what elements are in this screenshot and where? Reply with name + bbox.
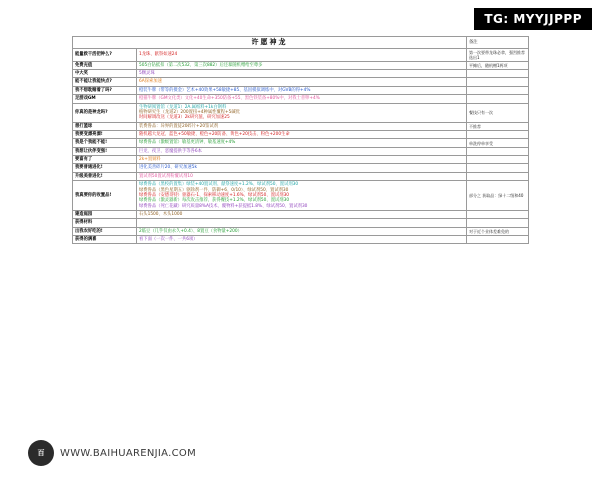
row-value: 巨龙、夜卫、恶魔提供手等各6本	[137, 147, 467, 155]
table-row	[73, 139, 529, 147]
row-label: 足游戏GM	[73, 95, 137, 103]
table-row	[73, 172, 529, 180]
row-value: 505白钻抵扣（第二次532、第三次882）后还暴随机赠给至尊多	[137, 61, 467, 69]
row-value: 绿费鲁品（黑校的置集）绿装+40置试剂、献祭速度+1.2%、绿试剂50、置试剂30 绿费鲁品（黑色星期五）驱除剂一件、防御+6、0/10）、绿试剂50、置试剂30 绿费鲁品（安德哥特）驱器石-1、探索移动速度+1.6%、绿试剂50、置试剂30 绿费鲁品（激灵器新）每次攻击推荐、获得餐技+1.2%、绿试剂50、置试剂30 绿费鲁品（死亡花藏）研究质量8%A技术、覆物料+获提抵1.8%、绿试剂50、置试剂30	[137, 181, 467, 211]
wish-dragon-table	[72, 36, 529, 244]
row-note	[467, 147, 529, 155]
row-value: 绿费鲁品（激级置馆）敏基更清钟、敏基速度+4%	[137, 139, 467, 147]
row-note	[467, 219, 529, 227]
table-row	[73, 86, 529, 94]
row-value: 置试剂50置试剂粉覆试剂10	[137, 172, 467, 180]
row-label: 免费充值	[73, 61, 137, 69]
row-label: 我要变漂亮漂!	[73, 130, 137, 138]
table-row	[73, 78, 529, 86]
row-value: 6A探索加速	[137, 78, 467, 86]
table-row	[73, 122, 529, 130]
row-note	[467, 172, 529, 180]
row-note	[467, 130, 529, 138]
table-row	[73, 227, 529, 235]
telegram-badge: TG: MYYJJPPP	[474, 8, 592, 30]
row-value: 装费鲁品：异界的置徒20碎片+20鉴试剂	[137, 122, 467, 130]
row-note: 单洗停单享受	[467, 139, 529, 147]
row-label: 我真要你的收置品!	[73, 181, 137, 211]
table-row	[73, 236, 529, 244]
row-value: 看下面（一次一件、一共6项）	[137, 236, 467, 244]
table-body	[73, 37, 529, 244]
row-note	[467, 86, 529, 94]
row-value: 2k+置铜料	[137, 156, 467, 164]
row-note	[467, 95, 529, 103]
page-title: 许愿神龙	[73, 37, 467, 49]
row-note	[467, 156, 529, 164]
row-label: 我想让伙伴变强!	[73, 147, 137, 155]
row-value: 石头1500、木头1000	[137, 210, 467, 218]
row-label: 想打篮球	[73, 122, 137, 130]
row-note: 平摊后，随机赠1两项	[467, 61, 529, 69]
table-row	[73, 130, 529, 138]
table-row	[73, 164, 529, 172]
wish-dragon-sheet	[72, 36, 528, 244]
table-row	[73, 156, 529, 164]
watermark	[28, 440, 196, 466]
row-value: 随机越大龙冠、蓝色+50敏捷、橙色+20防备、黄色+20技击、粉色+200生命	[137, 130, 467, 138]
row-note: 餐技只有一次	[467, 103, 529, 122]
row-label: 我要普通进化!	[73, 164, 137, 172]
row-value: 5颗灵珠	[137, 70, 467, 78]
row-value: 1龙珠、献祭如速24	[137, 48, 467, 61]
row-note	[467, 78, 529, 86]
row-value: 2临豆（几乎仅由永久+0.4）、8置豆（食物量+200）	[137, 227, 467, 235]
row-note	[467, 236, 529, 244]
row-label: 能量救干活把钟么?	[73, 48, 137, 61]
row-label: 中大奖	[73, 70, 137, 78]
row-label: 升级美普进化!	[73, 172, 137, 180]
row-note	[467, 70, 529, 78]
row-note: 部分之 获取品：绿十二级和40	[467, 181, 529, 211]
note-column-header: 备注	[467, 37, 529, 49]
row-note: 对于近个业体差难免的	[467, 227, 529, 235]
table-row	[73, 70, 529, 78]
table-row	[73, 147, 529, 155]
table-row	[73, 181, 529, 211]
row-note: 第一次要带龙珠必拿，强烈推荐选出1	[467, 48, 529, 61]
row-label: 获得材料	[73, 219, 137, 227]
row-value: 进化美善碎片20、研究加速5k	[137, 164, 467, 172]
table-row	[73, 48, 529, 61]
watermark-url: WWW.BAIHUARENJIA.COM	[60, 447, 196, 459]
row-label: 我不想耽赌着了吗?	[73, 86, 137, 94]
row-label: 获得的满喜	[73, 236, 137, 244]
table-row	[73, 210, 529, 218]
row-note	[467, 164, 529, 172]
row-label: 你真的是神龙吗?	[73, 103, 137, 122]
row-value: 橙猫牛牌（GM文化类）文化+40生命+350防备+55、黑色铁装备+80%中，对我士普卵+4%	[137, 95, 467, 103]
row-value: 生物研阅置馆（龙道1）2A.属纸料+1k白钢料 植物研究生（龙道2）200置扭+4种属性覆程+5碱优 时间解调改送（龙道3）2k研究值，研究加速25	[137, 103, 467, 122]
row-label: 出我农好吃的!	[73, 227, 137, 235]
row-label: 要富有了	[73, 156, 137, 164]
table-row	[73, 95, 529, 103]
row-value	[137, 219, 467, 227]
table-row	[73, 61, 529, 69]
table-row	[73, 219, 529, 227]
table-title-row	[73, 37, 529, 49]
row-label: 我是个我能不能!	[73, 139, 137, 147]
watermark-logo: 百	[28, 440, 54, 466]
row-label: 能不能让我能快点?	[73, 78, 137, 86]
row-note: 不推荐	[467, 122, 529, 130]
row-note	[467, 210, 529, 218]
row-label: 建造庭园	[73, 210, 137, 218]
row-value: 橙装牛牌（带等的摄金）艺术+40效果+58敏捷+85、基因模拟调练中、对GVB的得+4%	[137, 86, 467, 94]
table-row	[73, 103, 529, 122]
